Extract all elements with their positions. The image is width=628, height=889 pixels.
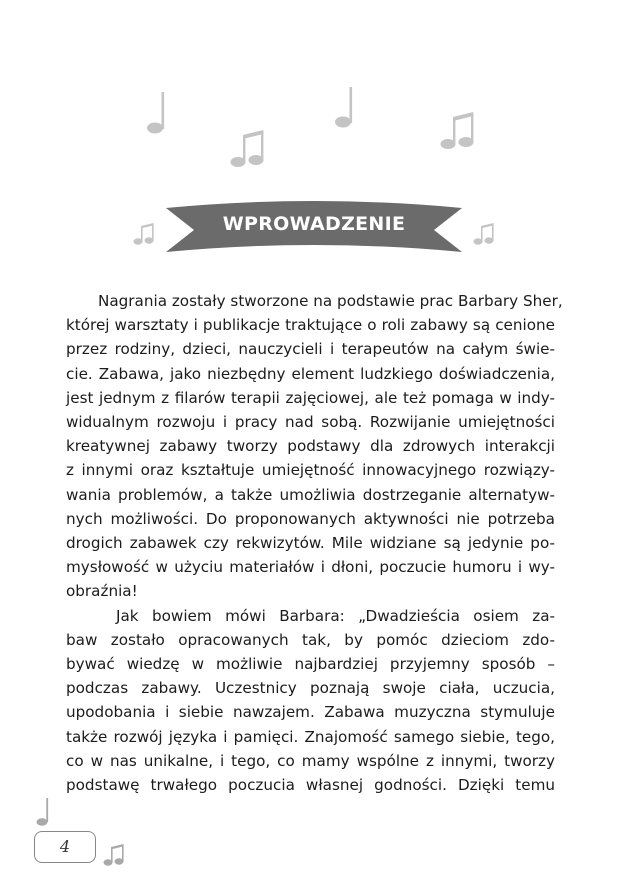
text-line: przez rodziny, dzieci, nauczycieli i terapeutów na całym świe- <box>66 340 555 359</box>
text-line: nych możliwości. Do proponowanych aktywności nie potrzeba <box>66 509 555 528</box>
beamed-eighth-notes-icon <box>133 222 155 246</box>
text-line: wania problemów, a także umożliwia dostrzeganie alternatyw- <box>66 485 555 504</box>
text-line: cie. Zabawa, jako niezbędny element ludzkiego doświadczenia, <box>66 364 555 383</box>
section-title-banner <box>166 198 462 260</box>
beamed-eighth-notes-icon <box>103 843 125 867</box>
quarter-note-icon <box>146 90 170 136</box>
text-line: drogich zabawek czy rekwizytów. Mile widziane są jedynie po- <box>66 534 555 553</box>
paragraph-2 <box>66 604 555 798</box>
text-line: podczas zabawy. Uczestnicy poznają swoje ciała, uczucia, <box>66 679 555 698</box>
text-line: baw zostało opracowanych tak, by pomóc dzieciom zdo- <box>66 630 555 649</box>
beamed-eighth-notes-icon <box>440 111 476 151</box>
quarter-note-icon <box>36 797 52 827</box>
quarter-note-icon <box>334 86 358 132</box>
text-line: Jak bowiem mówi Barbara: „Dwadzieścia osiem za- <box>116 606 555 625</box>
text-line: Nagrania zostały stworzone na podstawie prac Barbary Sher, <box>98 292 563 310</box>
beamed-eighth-notes-icon <box>473 222 495 246</box>
body-text <box>66 289 563 797</box>
text-line: upodobania i siebie nawzajem. Zabawa muzyczna stymuluje <box>66 703 555 722</box>
text-line: z innymi oraz kształtuje umiejętność innowacyjnego rozwiązy- <box>66 461 555 480</box>
text-line: mysłowość w użyciu materiałów i dłoni, poczucie humoru i wy- <box>66 558 555 577</box>
section-title: WPROWADZENIE <box>222 213 406 235</box>
page-number: 4 <box>59 837 71 856</box>
page-number-box <box>34 831 96 863</box>
text-line: bywać wiedzę w możliwie najbardziej przyjemny sposób – <box>66 655 555 674</box>
text-line: także rozwój języka i pamięci. Znajomość samego siebie, tego, <box>66 727 555 746</box>
text-line: jest jednym z filarów terapii zajęciowej, ale też pomaga w indy- <box>66 388 555 407</box>
text-line: podstawę trwałego poczucia własnej godności. Dzięki temu <box>66 776 555 795</box>
text-line: co w nas unikalne, i tego, co mamy wspólne z innymi, tworzy <box>66 751 555 770</box>
paragraph-1 <box>66 289 563 604</box>
text-line: kreatywnej zabawy tworzy podstawy dla zdrowych interakcji <box>66 437 555 456</box>
text-line: której warsztaty i publikacje traktujące o roli zabawy są cenione <box>66 316 555 335</box>
text-line: obraźnia! <box>66 582 138 601</box>
text-line: widualnym rozwoju i pracy nad sobą. Rozwijanie umiejętności <box>66 413 555 432</box>
beamed-eighth-notes-icon <box>230 129 266 169</box>
